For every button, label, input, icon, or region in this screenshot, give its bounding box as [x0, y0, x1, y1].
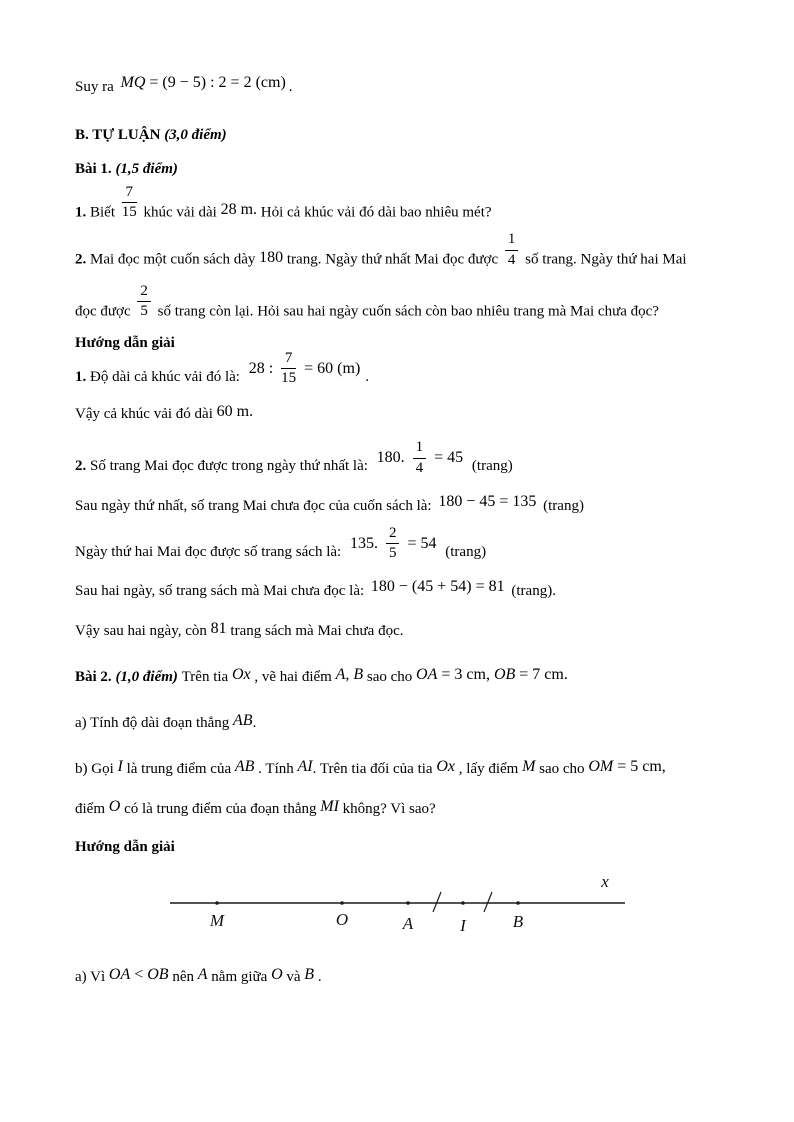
- heading-huong-dan-giai-2: Hướng dẫn giải: [75, 839, 175, 856]
- math-variable: AB: [233, 712, 253, 730]
- text-run: Độ dài cả khúc vải đó là:: [86, 368, 244, 385]
- text-run: .: [252, 715, 257, 732]
- fraction-denominator: 15: [281, 370, 297, 386]
- fraction-numerator: 2: [137, 283, 151, 302]
- text-run: .: [314, 969, 322, 986]
- math-variable: OM: [588, 758, 614, 776]
- paragraph-solution-2d: [75, 578, 736, 604]
- fraction-denominator: 5: [388, 545, 397, 561]
- text-run: là trung điểm của: [122, 761, 235, 778]
- math-run: 28 m.: [220, 201, 258, 219]
- math-run: [121, 75, 286, 91]
- heading-points: (3,0 điểm): [164, 127, 227, 143]
- text-run: điểm: [75, 801, 109, 818]
- section-heading-tu-luan: [75, 122, 736, 148]
- text-run: số trang. Ngày thứ hai Mai: [521, 251, 687, 268]
- math-run: 180: [259, 248, 284, 266]
- math-expression: 135.: [349, 534, 378, 552]
- text-run: .: [365, 368, 370, 385]
- question-2-line-2: [75, 283, 736, 324]
- point-label-m: M: [209, 911, 225, 931]
- math-variable: O: [271, 966, 283, 984]
- text-run: không? Vì sao?: [338, 801, 436, 818]
- math-variable: OA: [108, 966, 131, 984]
- point-dot-m: [215, 901, 219, 905]
- math-variable: O: [108, 798, 121, 816]
- text-run: Vậy cả khúc vải đó dài: [75, 406, 217, 423]
- fraction: [137, 283, 151, 321]
- heading-points: (1,5 điểm): [115, 161, 178, 177]
- paragraph-solution-2-conclusion: [75, 618, 736, 644]
- axis-label-x: x: [601, 872, 609, 892]
- math-variable: MI: [320, 798, 339, 816]
- number-line-svg: [75, 870, 735, 936]
- question-2-line-1: [75, 231, 736, 272]
- fraction: [505, 231, 519, 269]
- math-variable: A, B: [335, 666, 364, 684]
- math-variable: Ox: [231, 666, 251, 684]
- paragraph-suy-ra: [75, 74, 736, 100]
- paragraph-solution-1-conclusion: [75, 401, 736, 427]
- fraction: [122, 184, 137, 222]
- text-run: . Trên tia đối của tia: [312, 761, 437, 778]
- text-run: đọc được: [75, 302, 135, 319]
- paragraph-question-2: [75, 231, 736, 324]
- fraction: [413, 439, 427, 477]
- paragraph-bai-2b: [75, 756, 736, 822]
- heading-bai-1: [75, 156, 736, 182]
- text-run: Mai đọc một cuốn sách dày: [86, 251, 260, 268]
- item-number: 2.: [75, 251, 87, 268]
- heading-points: (1,0 điểm): [115, 669, 182, 686]
- text-run: Biết: [86, 204, 119, 221]
- paragraph-solution-1: [75, 349, 736, 396]
- point-label-a: A: [402, 914, 414, 934]
- heading-huong-dan-giai-1: Hướng dẫn giải: [75, 334, 175, 351]
- equal-tick-mark-2: [484, 892, 492, 912]
- math-expression: <: [130, 966, 148, 984]
- number-line-diagram: [75, 870, 736, 936]
- heading-text: Bài 1.: [75, 161, 116, 177]
- text-run: Suy ra: [75, 79, 118, 95]
- item-number: 1.: [75, 204, 87, 221]
- fraction-numerator: 7: [281, 350, 296, 369]
- point-dot-b: [516, 901, 520, 905]
- fraction: [386, 525, 400, 563]
- point-label-o: O: [335, 910, 349, 930]
- math-variable: I: [117, 758, 123, 776]
- text-run: (trang): [539, 497, 584, 514]
- text-run: . Tính: [254, 761, 298, 778]
- text-run: (trang): [441, 543, 487, 560]
- paragraph-solution-2a: [75, 439, 736, 485]
- math-variable: OB: [493, 666, 516, 684]
- text-run: Sau hai ngày, số trang sách mà Mai chưa đọc là:: [75, 583, 368, 600]
- math-variable: Ox: [436, 758, 455, 776]
- item-number: 2.: [75, 458, 87, 474]
- fraction-numerator: 7: [122, 184, 137, 203]
- equation: [350, 525, 437, 563]
- point-label-b: B: [512, 912, 524, 932]
- math-variable: MQ: [120, 74, 146, 91]
- math-variable: OA: [416, 666, 438, 684]
- text-run: Trên tia: [181, 669, 232, 686]
- equal-tick-mark-1: [433, 892, 441, 912]
- paragraph-bai-2: [75, 664, 736, 690]
- math-expression: 180.: [376, 449, 405, 466]
- text-run: trang. Ngày thứ nhất Mai đọc được: [283, 251, 502, 268]
- text-run: Sau ngày thứ nhất, số trang Mai chưa đọc của cuốn sách là:: [75, 497, 436, 514]
- text-run: Ngày thứ hai Mai đọc được số trang sách là:: [75, 543, 345, 560]
- text-run: Vậy sau hai ngày, còn: [75, 623, 211, 640]
- heading-text: Bài 2.: [75, 669, 116, 686]
- fraction-numerator: 2: [386, 525, 400, 544]
- text-run: b) Gọi: [75, 761, 118, 778]
- text-run: .: [288, 79, 293, 95]
- text-run: có là trung điểm của đoạn thẳng: [120, 801, 321, 818]
- math-expression: = 60 (m): [304, 359, 361, 377]
- equation: [249, 350, 361, 388]
- text-run: khúc vải dài: [139, 204, 221, 221]
- math-run: 60 m.: [216, 403, 254, 421]
- fraction-denominator: 5: [140, 302, 148, 319]
- point-label-i: I: [460, 916, 466, 936]
- equation: [377, 439, 464, 477]
- item-number: 1.: [75, 368, 87, 385]
- math-expression: = 54: [407, 534, 437, 552]
- text-run: a) Tính độ dài đoạn thẳng: [75, 715, 234, 732]
- paragraph-bai-2a: [75, 710, 736, 736]
- fraction-denominator: 4: [415, 459, 424, 476]
- math-variable: A: [197, 966, 208, 984]
- bai-2b-line-1: [75, 756, 736, 782]
- text-run: a) Vì: [75, 969, 109, 986]
- point-dot-o: [340, 901, 344, 905]
- math-run: 81: [210, 620, 227, 638]
- math-expression: = 45: [434, 449, 464, 466]
- math-variable: AB: [234, 758, 255, 776]
- fraction-denominator: 15: [121, 204, 137, 221]
- math-variable: B: [304, 966, 315, 984]
- math-expression: = 7 cm.: [515, 666, 568, 684]
- math-expression: 28 :: [248, 359, 274, 377]
- fraction-denominator: 4: [507, 251, 516, 268]
- heading-text: B. TỰ LUẬN: [75, 127, 165, 143]
- text-run: và: [282, 969, 305, 986]
- equation: 180 − (45 + 54) = 81: [370, 578, 505, 596]
- text-run: Số trang Mai đọc được trong ngày thứ nhất là:: [86, 458, 372, 474]
- point-dot-i: [461, 901, 465, 905]
- math-expression: = (9 − 5) : 2 = 2 (cm): [145, 74, 286, 91]
- text-run: Hỏi cả khúc vải đó dài bao nhiêu mét?: [257, 204, 492, 221]
- text-run: , lấy điểm: [455, 761, 523, 778]
- paragraph-solution-2b: [75, 493, 736, 519]
- fraction-numerator: 1: [505, 231, 519, 250]
- math-variable: M: [522, 758, 536, 776]
- fraction-numerator: 1: [413, 439, 427, 458]
- math-variable: AI: [297, 758, 313, 776]
- point-dot-a: [406, 901, 410, 905]
- text-run: trang sách mà Mai chưa đọc.: [226, 623, 404, 640]
- text-run: , vẽ hai điểm: [250, 669, 336, 686]
- text-run: nên: [168, 969, 198, 986]
- math-expression: = 3 cm,: [437, 666, 494, 684]
- paragraph-final-answer: [75, 964, 736, 990]
- text-run: nằm giữa: [207, 969, 272, 986]
- fraction: [281, 350, 296, 388]
- text-run: (trang): [468, 458, 513, 474]
- text-run: sao cho: [363, 669, 417, 686]
- bai-2b-line-2: [75, 796, 736, 822]
- text-run: sao cho: [535, 761, 589, 778]
- equation: 180 − 45 = 135: [438, 492, 537, 510]
- text-run: số trang còn lại. Hỏi sau hai ngày cuốn sách còn bao nhiêu trang mà Mai chưa đọc?: [153, 302, 659, 319]
- paragraph-question-1: [75, 184, 736, 225]
- paragraph-solution-2c: [75, 524, 736, 571]
- math-variable: OB: [147, 966, 169, 984]
- math-expression: = 5 cm,: [613, 758, 666, 776]
- text-run: (trang).: [507, 583, 556, 600]
